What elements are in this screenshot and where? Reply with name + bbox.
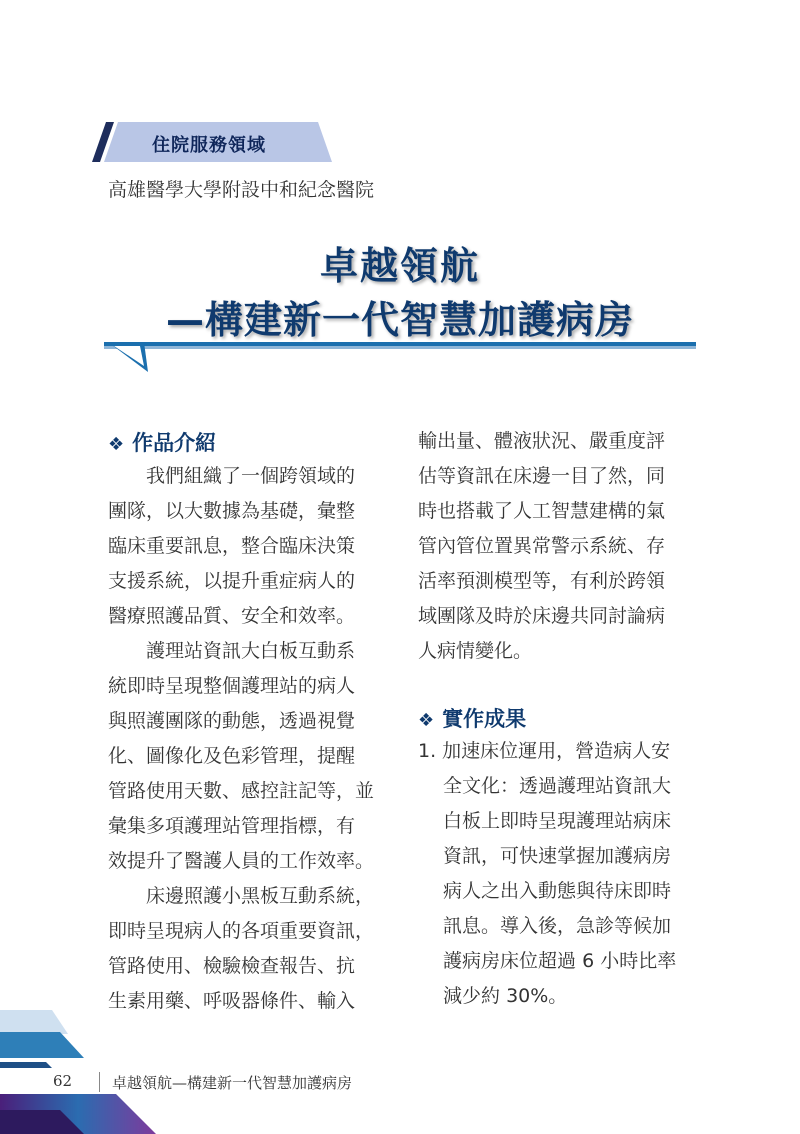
hospital-name: 高雄醫學大學附設中和紀念醫院	[108, 179, 375, 201]
category-tag	[92, 122, 332, 162]
page-title-line1: 卓越領航	[319, 244, 480, 288]
footer-divider	[99, 1072, 100, 1092]
body-line: 醫療照護品質、安全和效率。	[108, 605, 356, 627]
body-line: 活率預測模型等，有利於跨領	[418, 570, 666, 592]
body-line: 臨床重要訊息，整合臨床決策	[108, 535, 356, 557]
body-line: 團隊，以大數據為基礎，彙整	[108, 500, 356, 522]
list-item-line: 訊息。導入後，急診等候加	[418, 915, 672, 937]
body-line: 化、圖像化及色彩管理，提醒	[108, 745, 356, 767]
body-line: 我們組織了一個跨領域的	[108, 465, 356, 487]
list-item-line: 護病房床位超過 6 小時比率	[418, 950, 677, 972]
body-line: 床邊照護小黑板互動系統，	[108, 885, 375, 907]
body-line: 人病情變化。	[418, 640, 533, 662]
list-item-line: 減少約 30%。	[418, 985, 568, 1007]
body-line: 統即時呈現整個護理站的病人	[108, 675, 356, 697]
body-line: 管路使用、檢驗檢查報告、抗	[108, 955, 356, 977]
body-line: 輸出量、體液狀況、嚴重度評	[418, 430, 666, 452]
category-label: 住院服務領域	[152, 135, 266, 156]
list-item-line: 病人之出入動態與待床即時	[418, 880, 672, 902]
section-heading-results-text: 實作成果	[442, 707, 527, 731]
body-line: 與照護團隊的動態，透過視覺	[108, 710, 356, 732]
list-item-line: 1. 加速床位運用，營造病人安	[418, 740, 671, 762]
section-heading-intro	[108, 427, 216, 457]
section-heading-results	[418, 703, 526, 733]
list-item-line: 白板上即時呈現護理站病床	[418, 810, 672, 832]
page-number: 62	[53, 1072, 73, 1090]
body-line: 支援系統，以提升重症病人的	[108, 570, 356, 592]
body-line: 效提升了醫護人員的工作效率。	[108, 850, 375, 872]
body-line: 即時呈現病人的各項重要資訊，	[108, 920, 375, 942]
body-line: 時也搭載了人工智慧建構的氣	[418, 500, 666, 522]
body-line: 彙集多項護理站管理指標，有	[108, 815, 356, 837]
title-underline-decoration	[104, 336, 696, 376]
body-line: 護理站資訊大白板互動系	[108, 640, 356, 662]
diamond-cluster-icon: ❖	[418, 710, 435, 731]
body-line: 域團隊及時於床邊共同討論病	[418, 605, 666, 627]
section-heading-intro-text: 作品介紹	[132, 431, 217, 455]
body-line: 管內管位置異常警示系統、存	[418, 535, 666, 557]
body-line: 估等資訊在床邊一目了然，同	[418, 465, 666, 487]
body-line: 生素用藥、呼吸器條件、輸入	[108, 990, 356, 1012]
page-title-line2: —構建新一代智慧加護病房	[165, 298, 634, 342]
body-line: 管路使用天數、感控註記等，並	[108, 780, 375, 802]
diamond-cluster-icon: ❖	[108, 434, 125, 455]
list-item-line: 資訊，可快速掌握加護病房	[418, 845, 672, 867]
running-title: 卓越領航—構建新一代智慧加護病房	[112, 1074, 353, 1092]
list-item-line: 全文化：透過護理站資訊大	[418, 775, 672, 797]
